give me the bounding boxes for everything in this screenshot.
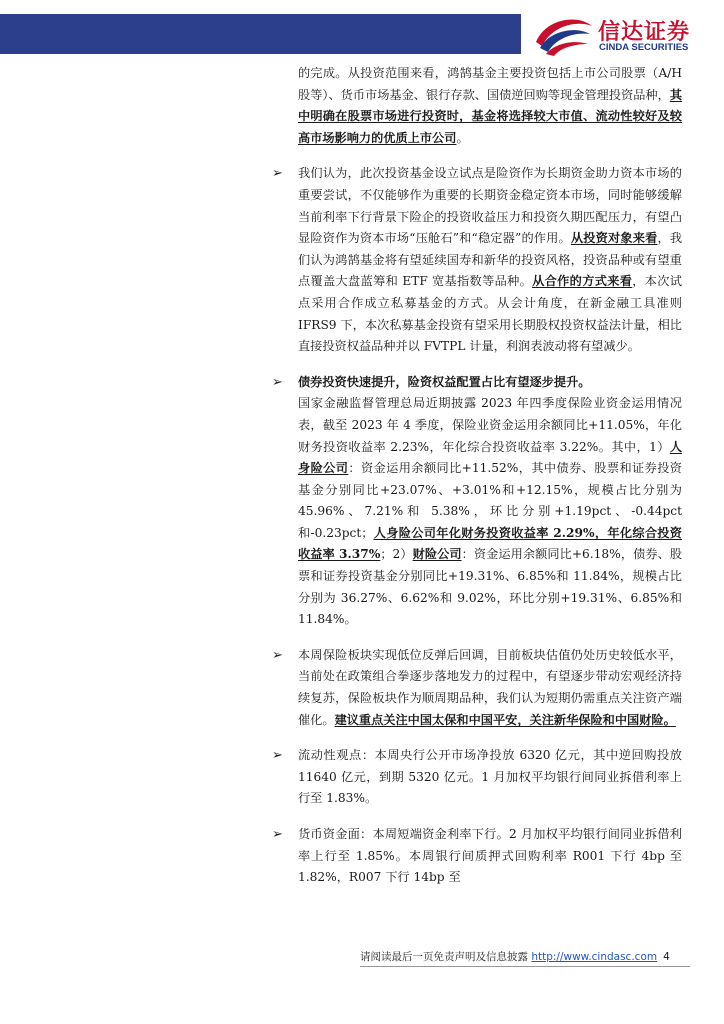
text-span: 货币资金面：本周短端资金利率下行。2 月加权平均银行间同业拆借利率上行至 1.85%。本周银行间质押式回购利率 R001 下行 4bp 至 1.82%，R007 下行 14bp 至 xyxy=(298,827,682,885)
bullet-paragraph-money-market xyxy=(272,824,682,889)
highlight-text: 其中明确在股票市场进行投资时，基金将选择较大市值、流动性较好及较高市场影响力的优质上市公司 xyxy=(298,87,682,145)
text-span: 本周保险板块实现低位反弹后回调，目前板块估值仍处历史较低水平，当前处在政策组合拳逐步落地发力的过程中，有望逐步带动宏观经济持续复苏，保险板块作为顺周期品种，我们认为短期仍需重点关注资产端催化。 xyxy=(298,647,682,727)
highlight-text: 建议重点关注中国太保和中国平安，关注新华保险和中国财险。 xyxy=(334,712,676,727)
highlight-text: 人身险公司 xyxy=(298,439,682,476)
text-span: ：资金运用余额同比+11.52%，其中债券、股票和证券投资基金分别同比+23.07%、+3.01%和+12.15%，规模占比分别为 45.96%、7.21%和 5.38%，环比分别+1.19pct、-0.44pct 和-0.23pct； xyxy=(298,461,682,540)
paragraph-fund-scope xyxy=(272,63,682,149)
highlight-text: 人身险公司年化财务投资收益率 2.29%，年化综合投资收益率 3.37% xyxy=(298,525,682,562)
logo-chinese-name: 信达证券 xyxy=(598,20,691,45)
cinda-logo-icon xyxy=(532,12,594,58)
text-span: ，我们认为鸿鹄基金将有望延续国寿和新华的投资风格，投资品种或有望重点覆盖大盘蓝筹和 ETF 宽基指数等品种。 xyxy=(298,231,683,289)
logo-english-name: CINDA SECURITIES xyxy=(599,42,689,53)
disclaimer-text: 请阅读最后一页免责声明及信息披露 xyxy=(360,951,532,963)
bullet-arrow-icon: ➢ xyxy=(272,827,283,842)
text-span: 国家金融监督管理总局近期披露 2023 年四季度保险业资金运用情况表，截至 2023 年 4 季度，保险业资金运用余额同比+11.05%，年化财务投资收益率 2.23%，年化综合投资收益率 3.22%。其中，1） xyxy=(298,396,682,454)
text-span: 流动性观点：本周央行公开市场净投放 6320 亿元，其中逆回购投放 11640 亿元，到期 5320 亿元。1 月加权平均银行间同业拆借利率上行至 1.83%。 xyxy=(298,748,682,806)
highlight-text: 从投资对象来看 xyxy=(570,231,658,246)
website-link[interactable]: http://www.cindasc.com xyxy=(531,951,658,963)
highlight-text: 从合作的方式来看 xyxy=(532,274,633,289)
bullet-paragraph-bond-investment xyxy=(272,372,682,631)
report-body xyxy=(272,63,682,903)
bullet-paragraph-sector-view xyxy=(272,645,682,731)
cinda-logo xyxy=(532,12,712,58)
bullet-arrow-icon: ➢ xyxy=(272,166,283,182)
bullet-paragraph-view xyxy=(272,163,682,357)
text-span: ：资金运用余额同比+6.18%，债券、股票和证券投资基金分别同比+19.31%、6.85%和 11.84%，规模占比分别为 36.27%、6.62%和 9.02%，环比分别+19.31%、6.85%和 11.84%。 xyxy=(298,547,683,627)
bullet-paragraph-liquidity xyxy=(272,745,682,810)
text-span: ，本次试点采用合作成立私募基金的方式。从会计角度，在新金融工具准则 IFRS9 下，本次私募基金投资有望采用长期股权投资权益法计量，相比直接投资权益品种并以 FVTPL 计量，利润表波动将有望减少。 xyxy=(298,274,682,354)
bullet-arrow-icon: ➢ xyxy=(272,748,283,764)
bullet-arrow-icon: ➢ xyxy=(272,374,283,390)
text-span: ；2） xyxy=(380,547,413,562)
bold-heading: 债券投资快速提升，险资权益配置占比有望逐步提升。 xyxy=(298,374,591,389)
text-span: 的完成。从投资范围来看，鸿鹄基金主要投资包括上市公司股票（A/H 股等）、货币市场基金、银行存款、国债逆回购等现金管理投资品种， xyxy=(298,66,682,102)
header-bar xyxy=(0,14,521,54)
text-span: 我们认为，此次投资基金设立试点是险资作为长期资金助力资本市场的重要尝试，不仅能够作为重要的长期资金稳定资本市场，同时能够缓解当前利率下行背景下险企的投资收益压力和投资久期匹配压力，有望凸显险资作为资本市场“压舱石”和“稳定器”的作用。 xyxy=(298,166,682,246)
highlight-text: 财险公司 xyxy=(412,547,462,562)
page-footer xyxy=(360,949,690,964)
bullet-arrow-icon: ➢ xyxy=(272,647,283,663)
footer-divider xyxy=(360,966,690,967)
text-span: 。 xyxy=(456,130,469,145)
page-number: 4 xyxy=(663,951,670,963)
